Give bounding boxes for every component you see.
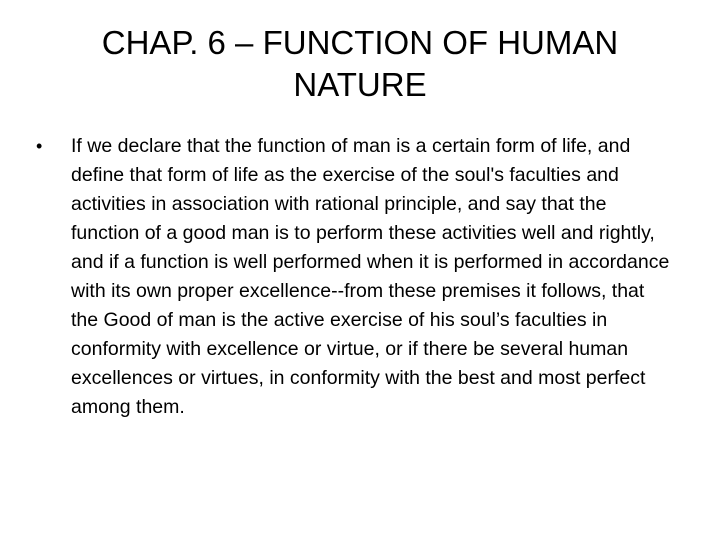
bullet-list bbox=[36, 132, 672, 422]
bullet-icon: • bbox=[36, 136, 43, 156]
bullet-text: If we declare that the function of man is a certain form of life, and define that form of life as the exercise of the soul's faculties and activities in association with rational principle, and say that the function of a good man is to perform these activities well and rightly, and if a function is well performed when it is performed in accordance with its own proper excellence--from these premises it follows, that the Good of man is the active exercise of his soul’s faculties in conformity with excellence or virtue, or if there be several human excellences or virtues, in conformity with the best and most perfect among them. bbox=[71, 135, 670, 418]
bullet-item bbox=[36, 132, 672, 422]
slide-title: CHAP. 6 – FUNCTION OF HUMAN NATURE bbox=[101, 24, 619, 103]
